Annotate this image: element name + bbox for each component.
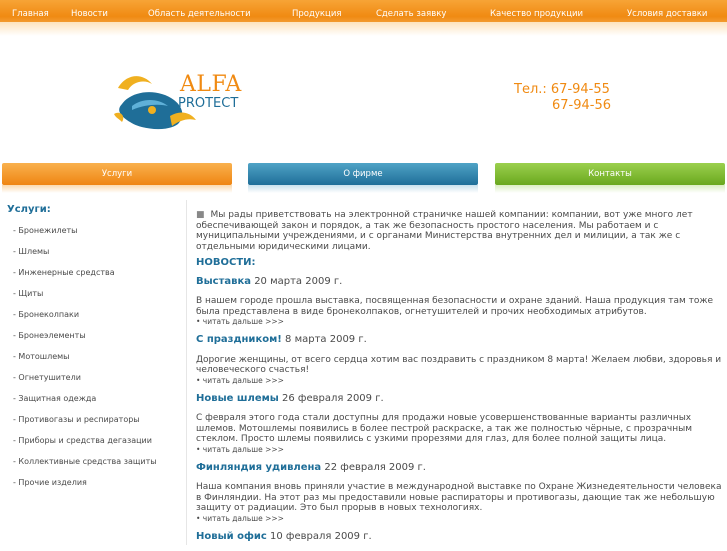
bullet-square-icon: ■: [196, 210, 205, 220]
news-title-link[interactable]: Выставка: [196, 275, 251, 287]
tab-shadow: [248, 185, 478, 193]
phone-number-1: 67-94-55: [550, 82, 610, 97]
phone-label: Тел.:: [514, 82, 547, 97]
nav-products-link[interactable]: Продукция: [292, 9, 342, 19]
sidebar-item[interactable]: - Бронеэлементы: [13, 331, 86, 340]
intro-text: Мы рады приветствовать на электронной страничке нашей компании: компании, вот уже много лет обеспечивающей закон и порядок, а так же безопасность простого населения. Мы работаем и с муниципальными учреждениями, и с органами Министерства внутренних дел и милиции, а так же с отдельными юридическими лицами.: [196, 210, 693, 252]
read-more-link[interactable]: • читать дальше >>>: [196, 444, 284, 454]
nav-news-link[interactable]: Новости: [71, 9, 108, 19]
news-item: [196, 394, 726, 454]
logo-word-protect: PROTECT: [178, 96, 239, 111]
read-more-link[interactable]: • читать дальше >>>: [196, 317, 284, 326]
news-item: [196, 532, 726, 543]
company-logo[interactable]: [112, 70, 252, 134]
tab-services[interactable]: Услуги: [2, 163, 232, 185]
sidebar-title: Услуги:: [7, 204, 51, 215]
phone-number-2: 67-94-56: [552, 98, 612, 113]
sidebar-item[interactable]: - Шлемы: [13, 247, 50, 256]
news-title-link[interactable]: Новые шлемы: [196, 392, 279, 404]
news-title-link[interactable]: С праздником!: [196, 334, 282, 345]
column-divider: [186, 200, 187, 545]
top-nav-fade: [0, 22, 727, 36]
sidebar-item[interactable]: - Защитная одежда: [13, 394, 97, 403]
news-text: Наша компания вновь приняли участие в международной выставке по Охране Жизнедеятельности человека в Финляндии. На этот раз мы предоставили новые распираторы и противогазы, дающие так же небольшую защиту от радиации. Это был прорыв в новых технологиях.: [196, 482, 722, 513]
nav-activity-link[interactable]: Область деятельности: [148, 9, 251, 19]
news-item: [196, 277, 726, 327]
news-text: С февраля этого года стали доступны для продажи новые усовершенствованные варианты различных шлемов. Мотошлемы появились в более пестрой раскраске, а так же полностью чёрные, с прозрачным стеклом. Просто шлемы появились с узкими прорезями для глаз, для более полной защиты лица.: [196, 413, 692, 444]
sidebar-item[interactable]: - Прочие изделия: [13, 478, 87, 487]
news-date: 26 февраля 2009 г.: [282, 392, 384, 404]
read-more-link[interactable]: • читать дальше >>>: [196, 513, 284, 523]
news-date: 10 февраля 2009 г.: [270, 530, 372, 542]
sidebar-item[interactable]: - Бронежилеты: [13, 226, 78, 235]
news-date: 8 марта 2009 г.: [285, 334, 367, 345]
read-more-link[interactable]: • читать дальше >>>: [196, 375, 284, 385]
tab-shadow: [2, 185, 232, 193]
sidebar-item[interactable]: - Приборы и средства дегазации: [13, 436, 152, 445]
tab-shadow: [495, 185, 725, 193]
tab-contacts[interactable]: Контакты: [495, 163, 725, 185]
sidebar-item[interactable]: - Мотошлемы: [13, 352, 70, 361]
news-title-link[interactable]: Финляндия удивлена: [196, 461, 322, 473]
news-text: В нашем городе прошла выставка, посвященная безопасности и охране зданий. Наша продукция там тоже была представлена в виде бронеколпаков, огнетушителей и прочих необходимых атрибутов.: [196, 296, 714, 317]
top-navigation: [0, 0, 727, 30]
news-text: Дорогие женщины, от всего сердца хотим вас поздравить с праздником 8 марта! Желаем любви, здоровья и человеческого счастья!: [196, 354, 722, 375]
sidebar-item[interactable]: - Щиты: [13, 289, 44, 298]
nav-order-link[interactable]: Сделать заявку: [376, 9, 447, 19]
sidebar-item[interactable]: - Огнетушители: [13, 373, 81, 382]
news-date: 20 марта 2009 г.: [254, 275, 343, 287]
sidebar-item[interactable]: - Коллективные средства защиты: [13, 457, 157, 466]
news-date: 22 февраля 2009 г.: [324, 461, 426, 473]
main-content: [196, 210, 726, 551]
services-list: [13, 226, 157, 499]
nav-quality-link[interactable]: Качество продукции: [490, 9, 584, 19]
intro-paragraph: [196, 210, 726, 252]
news-item: [196, 335, 726, 385]
phone-block: [514, 82, 611, 114]
nav-delivery-link[interactable]: Условия доставки: [627, 9, 708, 19]
news-item: [196, 463, 726, 523]
nav-home-link[interactable]: Главная: [12, 9, 49, 19]
news-heading: НОВОСТИ:: [196, 257, 256, 268]
sidebar-item[interactable]: - Бронеколпаки: [13, 310, 80, 319]
sidebar-item[interactable]: - Инженерные средства: [13, 268, 115, 277]
tab-about[interactable]: О фирме: [248, 163, 478, 185]
news-title-link[interactable]: Новый офис: [196, 530, 267, 542]
sidebar-item[interactable]: - Противогазы и респираторы: [13, 415, 140, 424]
logo-word-alfa: ALFA: [180, 72, 242, 97]
